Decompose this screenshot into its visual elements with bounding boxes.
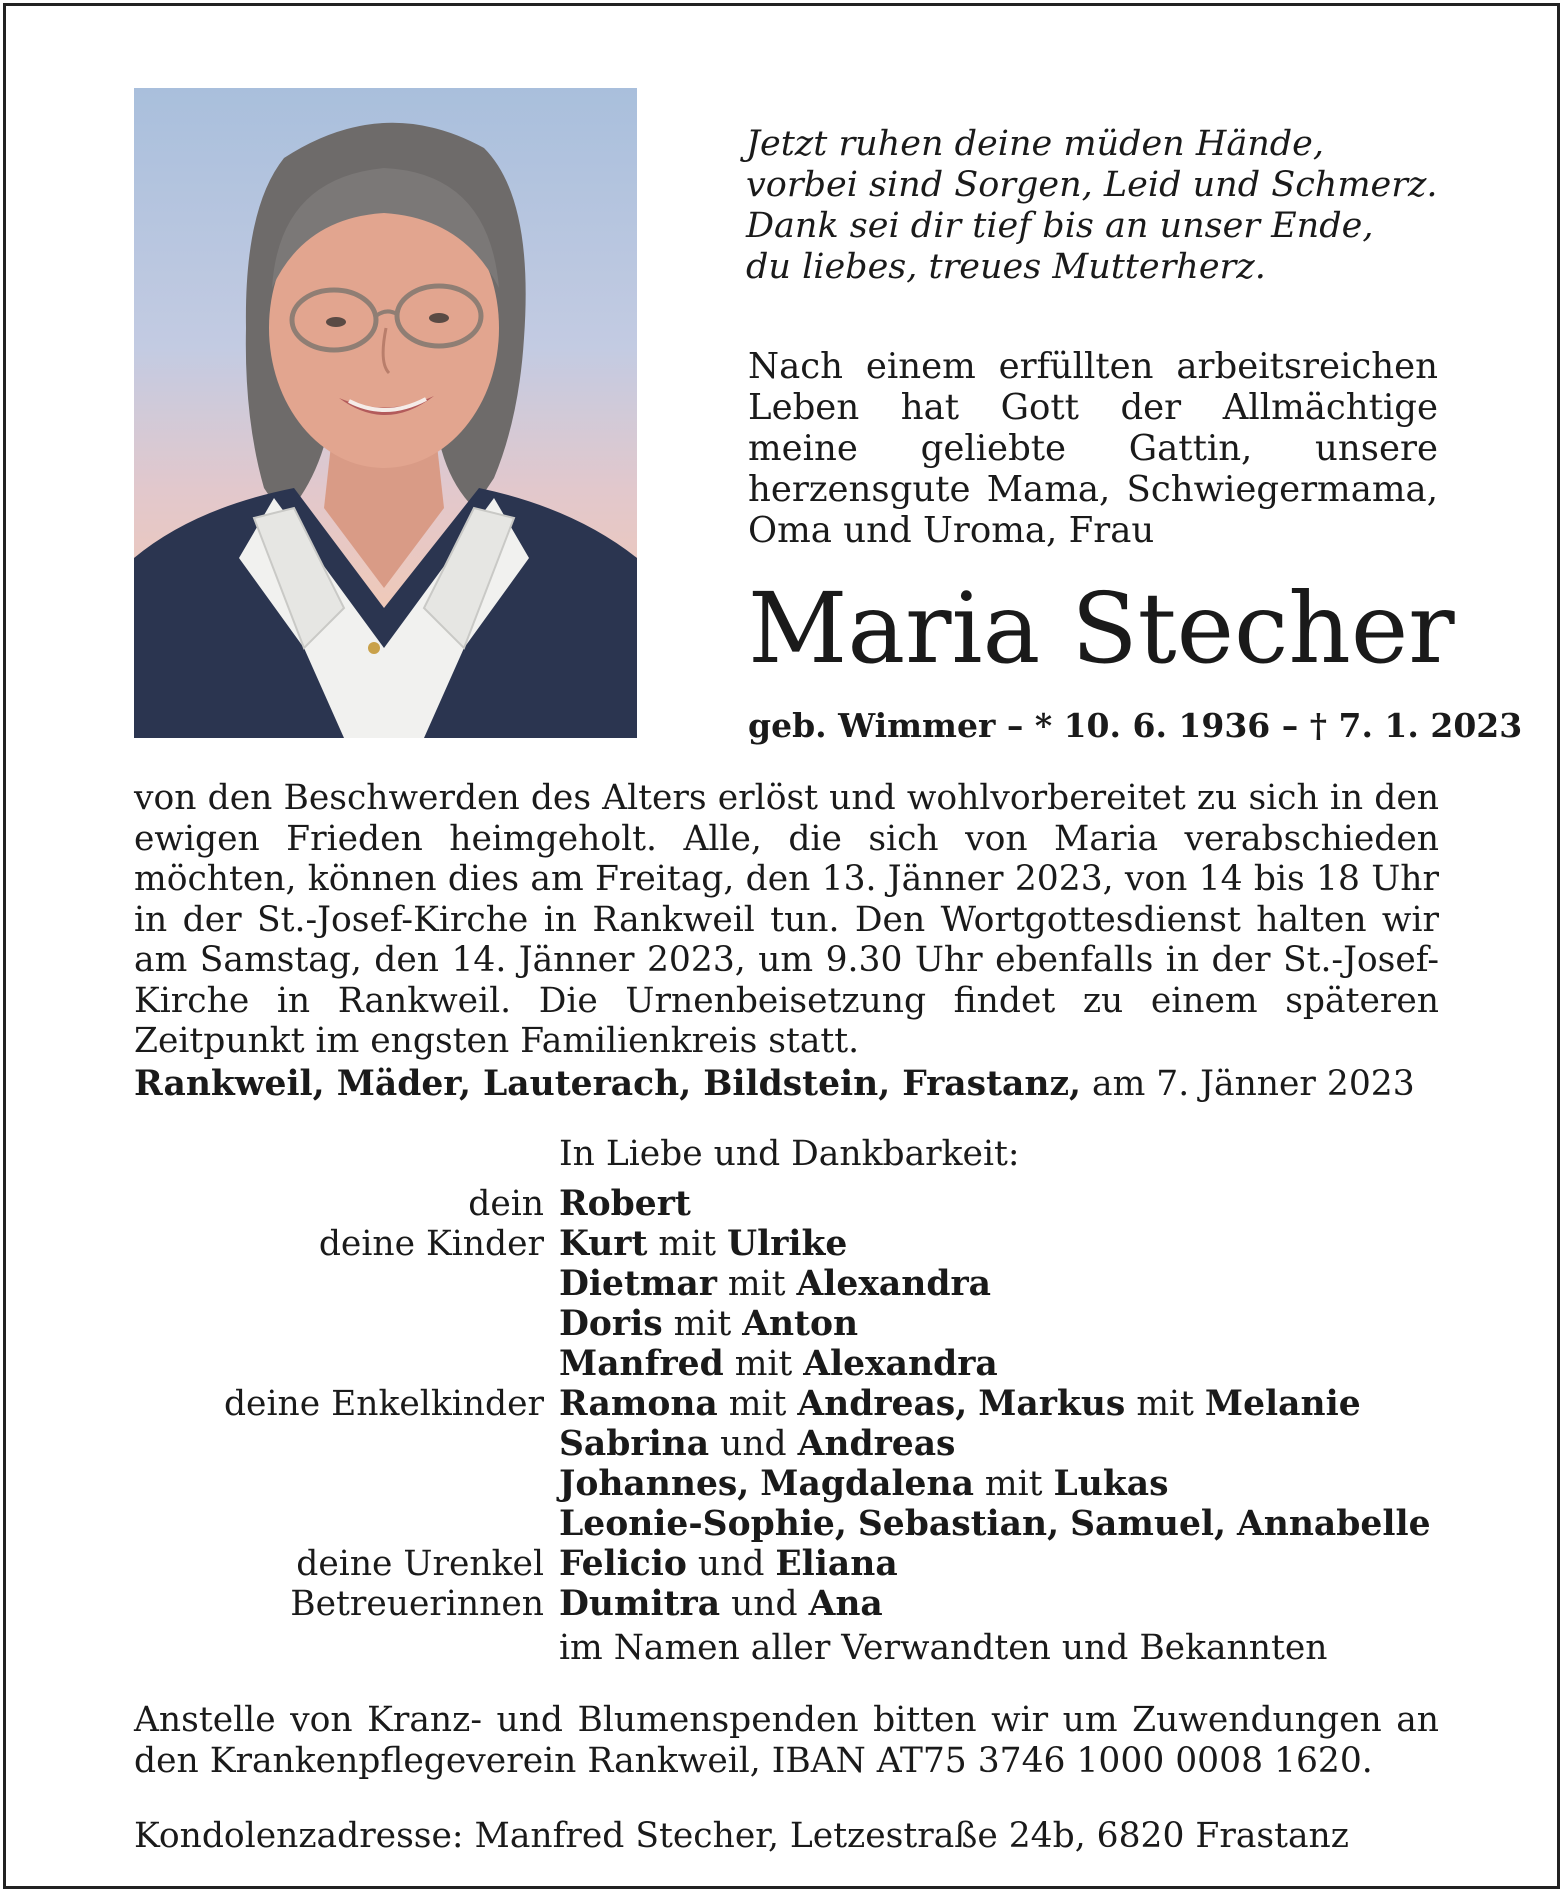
family-row <box>134 1384 1474 1424</box>
family-names: Robert <box>559 1184 691 1224</box>
family-relation: Betreuerinnen <box>290 1584 544 1624</box>
family-relation: dein <box>468 1184 544 1224</box>
family-relation: deine Kinder <box>318 1224 544 1264</box>
birth-death-dates: geb. Wimmer – * 10. 6. 1936 – † 7. 1. 2023 <box>748 706 1523 745</box>
family-names: Kurt mit Ulrike <box>559 1224 848 1264</box>
family-names: Manfred mit Alexandra <box>559 1344 998 1384</box>
portrait-icon <box>134 88 637 738</box>
family-row <box>134 1304 1474 1344</box>
family-relation: deine Urenkel <box>296 1544 544 1584</box>
deceased-name: Maria Stecher <box>748 572 1455 685</box>
thanks-line: In Liebe und Dankbarkeit: <box>559 1134 1020 1174</box>
family-relation: deine Enkelkinder <box>223 1384 544 1424</box>
poem <box>746 124 1466 288</box>
family-relation <box>134 1264 559 1304</box>
place-date-line <box>134 1064 1415 1104</box>
poem-line: Dank sei dir tief bis an unser Ende, <box>746 206 1374 246</box>
places: Rankweil, Mäder, Lauterach, Bildstein, Frastanz, <box>134 1064 1082 1104</box>
family-list <box>134 1184 1474 1624</box>
family-names: Dietmar mit Alexandra <box>559 1264 991 1304</box>
family-row <box>134 1264 1474 1304</box>
donation-paragraph: Anstelle von Kranz- und Blumenspenden bitten wir um Zuwendungen an den Krankenpflegeverein Rankweil, IBAN AT75 3746 1000 0008 1620. <box>134 1700 1439 1781</box>
intro-paragraph: Nach einem erfüllten arbeitsreichen Leben hat Gott der Allmächtige meine geliebte Gattin, unsere herzensgute Mama, Schwiegermama, Oma und Uroma, Frau <box>748 346 1438 551</box>
family-names: Johannes, Magdalena mit Lukas <box>559 1464 1169 1504</box>
family-relation <box>134 1344 559 1384</box>
obituary-notice <box>3 3 1560 1889</box>
family-row <box>134 1424 1474 1464</box>
family-row <box>134 1344 1474 1384</box>
closing-line: im Namen aller Verwandten und Bekannten <box>559 1628 1328 1668</box>
poem-line: du liebes, treues Mutterherz. <box>746 247 1266 287</box>
family-row <box>134 1544 1474 1584</box>
notice-date: am 7. Jänner 2023 <box>1092 1064 1415 1104</box>
poem-line: vorbei sind Sorgen, Leid und Schmerz. <box>746 165 1438 205</box>
family-names: Felicio und Eliana <box>559 1544 898 1584</box>
body-paragraph: von den Beschwerden des Alters erlöst und wohlvorbereitet zu sich in den ewigen Frieden heimgeholt. Alle, die sich von Maria verabschieden möchten, können dies am Freitag, den 13. Jänner 2023, von 14 bis 18 Uhr in der St.-Josef-Kirche in Rankweil tun. Den Wortgottesdienst halten wir am Samstag, den 14. Jänner 2023, um 9.30 Uhr ebenfalls in der St.-Josef-Kirche in Rankweil. Die Urnenbeisetzung findet zu einem späteren Zeitpunkt im engsten Familienkreis statt. <box>134 778 1439 1061</box>
family-names: Sabrina und Andreas <box>559 1424 956 1464</box>
family-row <box>134 1464 1474 1504</box>
family-row <box>134 1504 1474 1544</box>
family-relation <box>134 1464 559 1504</box>
condolence-address: Kondolenzadresse: Manfred Stecher, Letzestraße 24b, 6820 Frastanz <box>134 1816 1349 1856</box>
family-relation <box>134 1424 559 1464</box>
family-row <box>134 1584 1474 1624</box>
family-names: Doris mit Anton <box>559 1304 859 1344</box>
family-relation <box>134 1504 559 1544</box>
family-relation <box>134 1304 559 1344</box>
portrait-photo <box>134 88 637 738</box>
family-row <box>134 1184 1474 1224</box>
family-names: Ramona mit Andreas, Markus mit Melanie <box>559 1384 1361 1424</box>
poem-line: Jetzt ruhen deine müden Hände, <box>746 124 1325 164</box>
family-row <box>134 1224 1474 1264</box>
family-names: Dumitra und Ana <box>559 1584 883 1624</box>
family-names: Leonie-Sophie, Sebastian, Samuel, Annabelle <box>559 1504 1431 1544</box>
